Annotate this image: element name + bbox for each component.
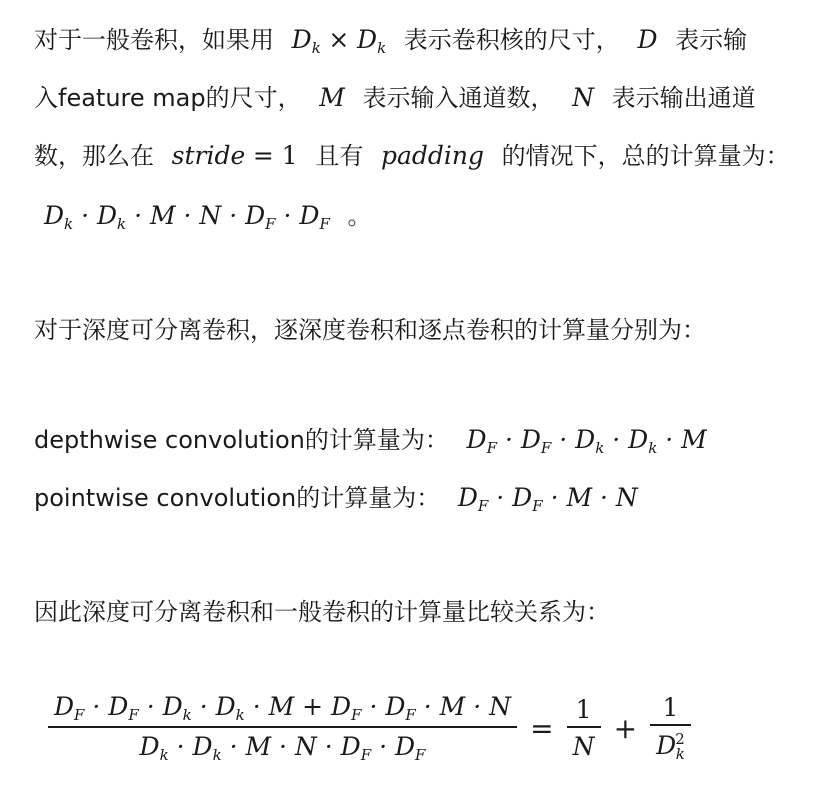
depthwise-line [34, 424, 707, 464]
text-segment: 表示输出通道 [611, 84, 756, 112]
math-times: × [328, 25, 350, 54]
pointwise-formula: $D_F \cdot D_F \cdot M \cdot N$ [457, 483, 638, 515]
one-over-dk-squared: $\frac{1}{D^2_k}$ [650, 693, 691, 763]
math-D: D [637, 25, 658, 54]
text-segment: 。 [347, 202, 372, 230]
math-stride: stride [171, 141, 246, 170]
text-segment: 入feature map的尺寸， [34, 84, 302, 112]
math-N: N [572, 83, 595, 112]
math-M: M [319, 83, 345, 112]
math-equals-one: = 1 [252, 141, 298, 170]
paragraph1-line4 [44, 200, 372, 240]
depthwise-formula: $D_F \cdot D_F \cdot D_k \cdot D_k \cdot M$ [466, 425, 707, 457]
paragraph1-line3 [34, 140, 790, 172]
text-segment: 表示输入通道数， [362, 84, 555, 112]
ratio-fraction [48, 692, 517, 764]
text-segment: 表示卷积核的尺寸， [403, 26, 620, 54]
paragraph3: 因此深度可分离卷积和一般卷积的计算量比较关系为： [34, 598, 610, 626]
paragraph2: 对于深度可分离卷积，逐深度卷积和逐点卷积的计算量分别为： [34, 316, 706, 344]
equals-sign: = [530, 711, 554, 745]
pointwise-line [34, 482, 638, 522]
math-padding: padding [381, 141, 485, 170]
math-D: $D_k$ [357, 25, 387, 57]
text-segment: 数，那么在 [34, 142, 154, 170]
standard-conv-cost-formula: $D_k \cdot D_k \cdot M \cdot N \cdot D_F \cdot D_F$ [44, 201, 330, 233]
paragraph1-line2 [34, 82, 756, 114]
pointwise-label: pointwise convolution的计算量为： [34, 484, 441, 512]
text-segment: 且有 [315, 142, 364, 170]
text-segment: 对于一般卷积，如果用 [34, 26, 274, 54]
paragraph1-line1 [34, 24, 747, 64]
ratio-equation [48, 692, 691, 764]
one-over-n: $\frac{1}{N}$ [567, 695, 601, 761]
plus-sign: + [613, 711, 638, 745]
ratio-denominator: $D_k \cdot D_k \cdot M \cdot N \cdot D_F \cdot D_F$ [139, 732, 426, 764]
math-D: $D_k$ [291, 25, 321, 57]
depthwise-label: depthwise convolution的计算量为： [34, 426, 449, 454]
text-segment: 的情况下，总的计算量为： [501, 142, 790, 170]
text-segment: 表示输 [675, 26, 748, 54]
ratio-numerator: $D_F \cdot D_F \cdot D_k \cdot D_k \cdot M + D_F \cdot D_F \cdot M \cdot N$ [48, 692, 517, 728]
